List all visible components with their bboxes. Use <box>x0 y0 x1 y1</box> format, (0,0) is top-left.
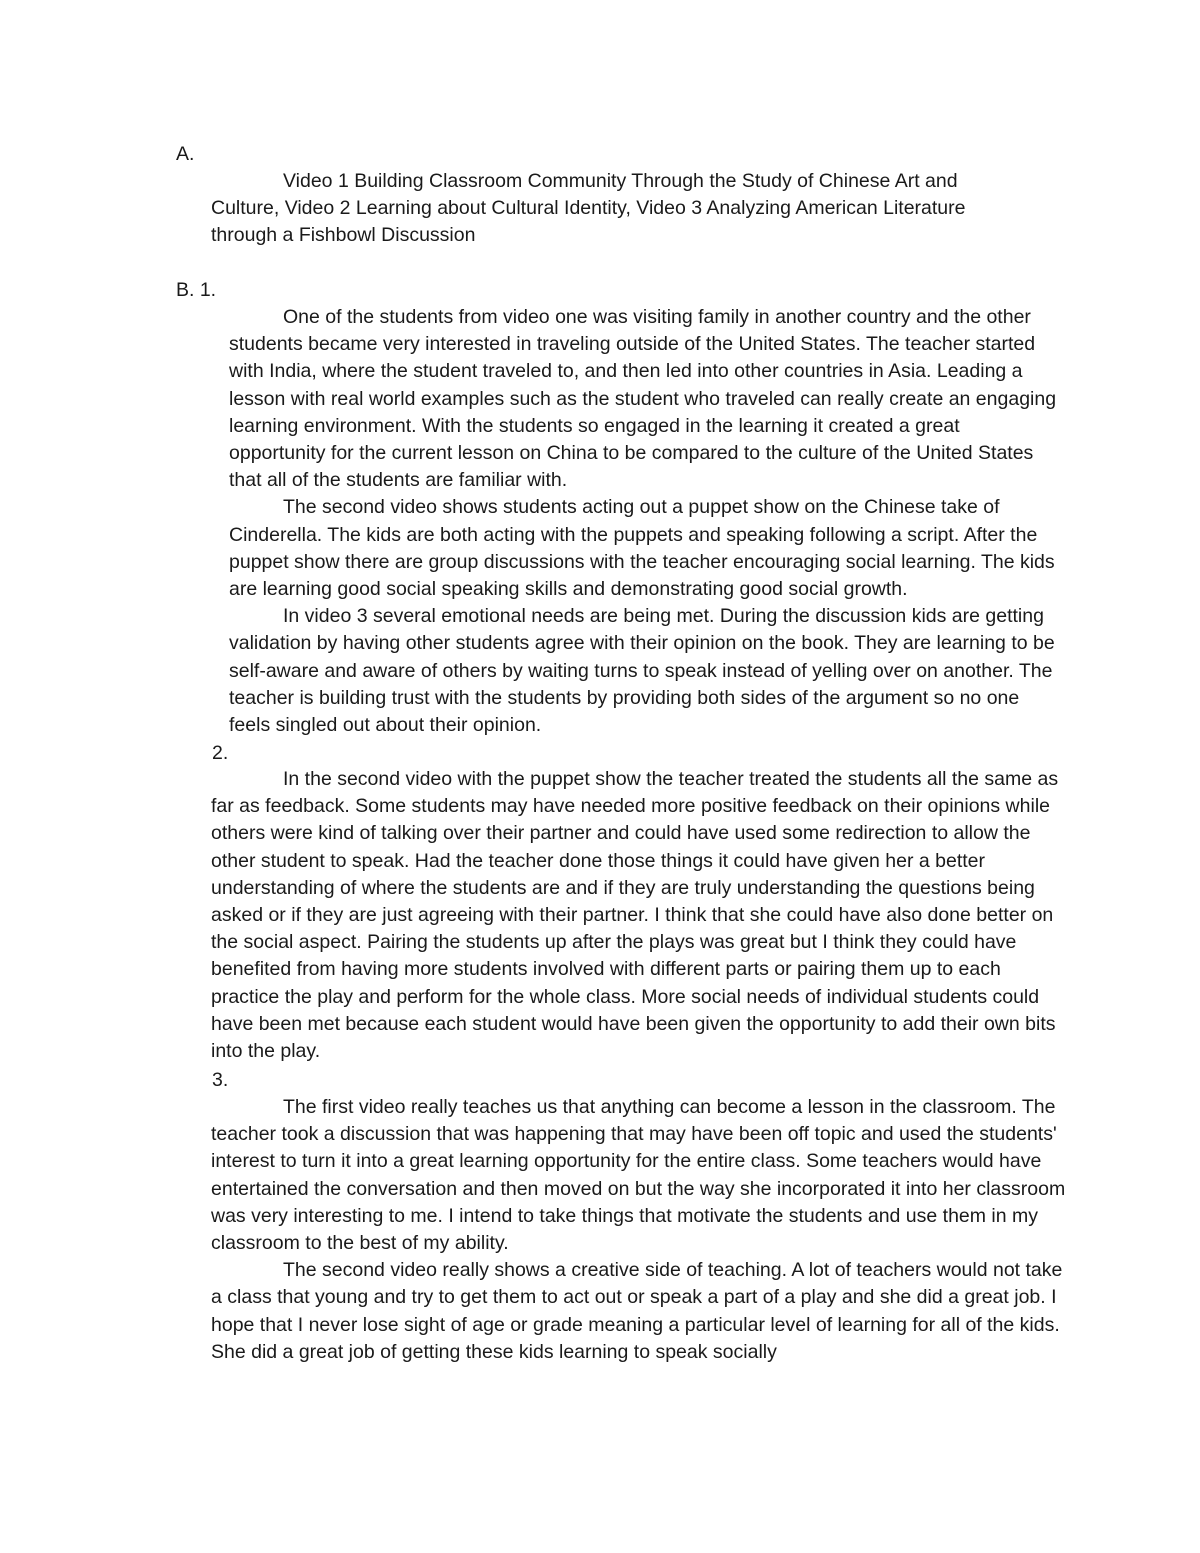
item-3-paragraph-2: The second video really shows a creative side of teaching. A lot of teachers would not take a class that young and try to get them to act out or speak a part of a play and she did a great job. I hope that I never lose sight of age or grade meaning a particular level of learning for all of the kids. She did a great job of getting these kids learning to speak socially <box>211 1259 1063 1363</box>
item-3-paragraph-1: The first video really teaches us that anything can become a lesson in the classroom. The teacher took a discussion that was happening that may have been off topic and used the students' interest to turn it into a great learning opportunity for the entire class. Some teachers would have entertained the conversation and then moved on but the way she incorporated it into her classroom was very interesting to me. I intend to take things that motivate the students and use them in my classroom to the best of my ability. <box>211 1096 1066 1255</box>
item-1-paragraph-3: In video 3 several emotional needs are being met. During the discussion kids are getting validation by having other students agree with their opinion on the book. They are learning to be self-aware and aware of others by waiting turns to speak instead of yelling over on another. The teacher is building trust with the students by providing both sides of the argument so no one feels singled out about their opinion. <box>229 605 1055 737</box>
item-3-label: 3. <box>212 1069 229 1091</box>
section-a-label: A. <box>176 143 195 165</box>
item-1-paragraph-2: The second video shows students acting out a puppet show on the Chinese take of Cinderella. The kids are both acting with the puppets and speaking following a script. After the puppet show there are group discussions with the teacher encouraging social learning. The kids are learning good social speaking skills and demonstrating good social growth. <box>229 496 1055 601</box>
section-b-item-2 <box>211 766 1061 1065</box>
section-a-paragraph <box>211 168 1011 250</box>
section-b-item-1 <box>229 304 1059 739</box>
section-a-text: Video 1 Building Classroom Community Through the Study of Chinese Art and Culture, Video 2 Learning about Cultural Identity, Video 3 Analyzing American Literature through a Fishbowl Discussion <box>211 170 966 247</box>
item-2-paragraph-1: In the second video with the puppet show the teacher treated the students all the same as far as feedback. Some students may have needed more positive feedback on their opinions while others were kind of talking over their partner and could have used some redirection to allow the other student to speak. Had the teacher done those things it could have given her a better understanding of where the students are and if they are truly understanding the questions being asked or if they are just agreeing with their partner. I think that she could have also done better on the social aspect. Pairing the students up after the plays was great but I think they could have benefited from having more students involved with different parts or pairing them up to each practice the play and perform for the whole class. More social needs of individual students could have been met because each student would have been given the opportunity to add their own bits into the play. <box>211 768 1059 1063</box>
section-b-label: B. 1. <box>176 279 217 301</box>
item-2-label: 2. <box>212 742 229 764</box>
item-1-paragraph-1: One of the students from video one was visiting family in another country and the other students became very interested in traveling outside of the United States. The teacher started with India, where the student traveled to, and then led into other countries in Asia. Leading a lesson with real world examples such as the student who traveled can really create an engaging learning environment. With the students so engaged in the learning it created a great opportunity for the current lesson on China to be compared to the culture of the United States that all of the students are familiar with. <box>229 306 1057 492</box>
section-b-item-3 <box>211 1094 1066 1366</box>
